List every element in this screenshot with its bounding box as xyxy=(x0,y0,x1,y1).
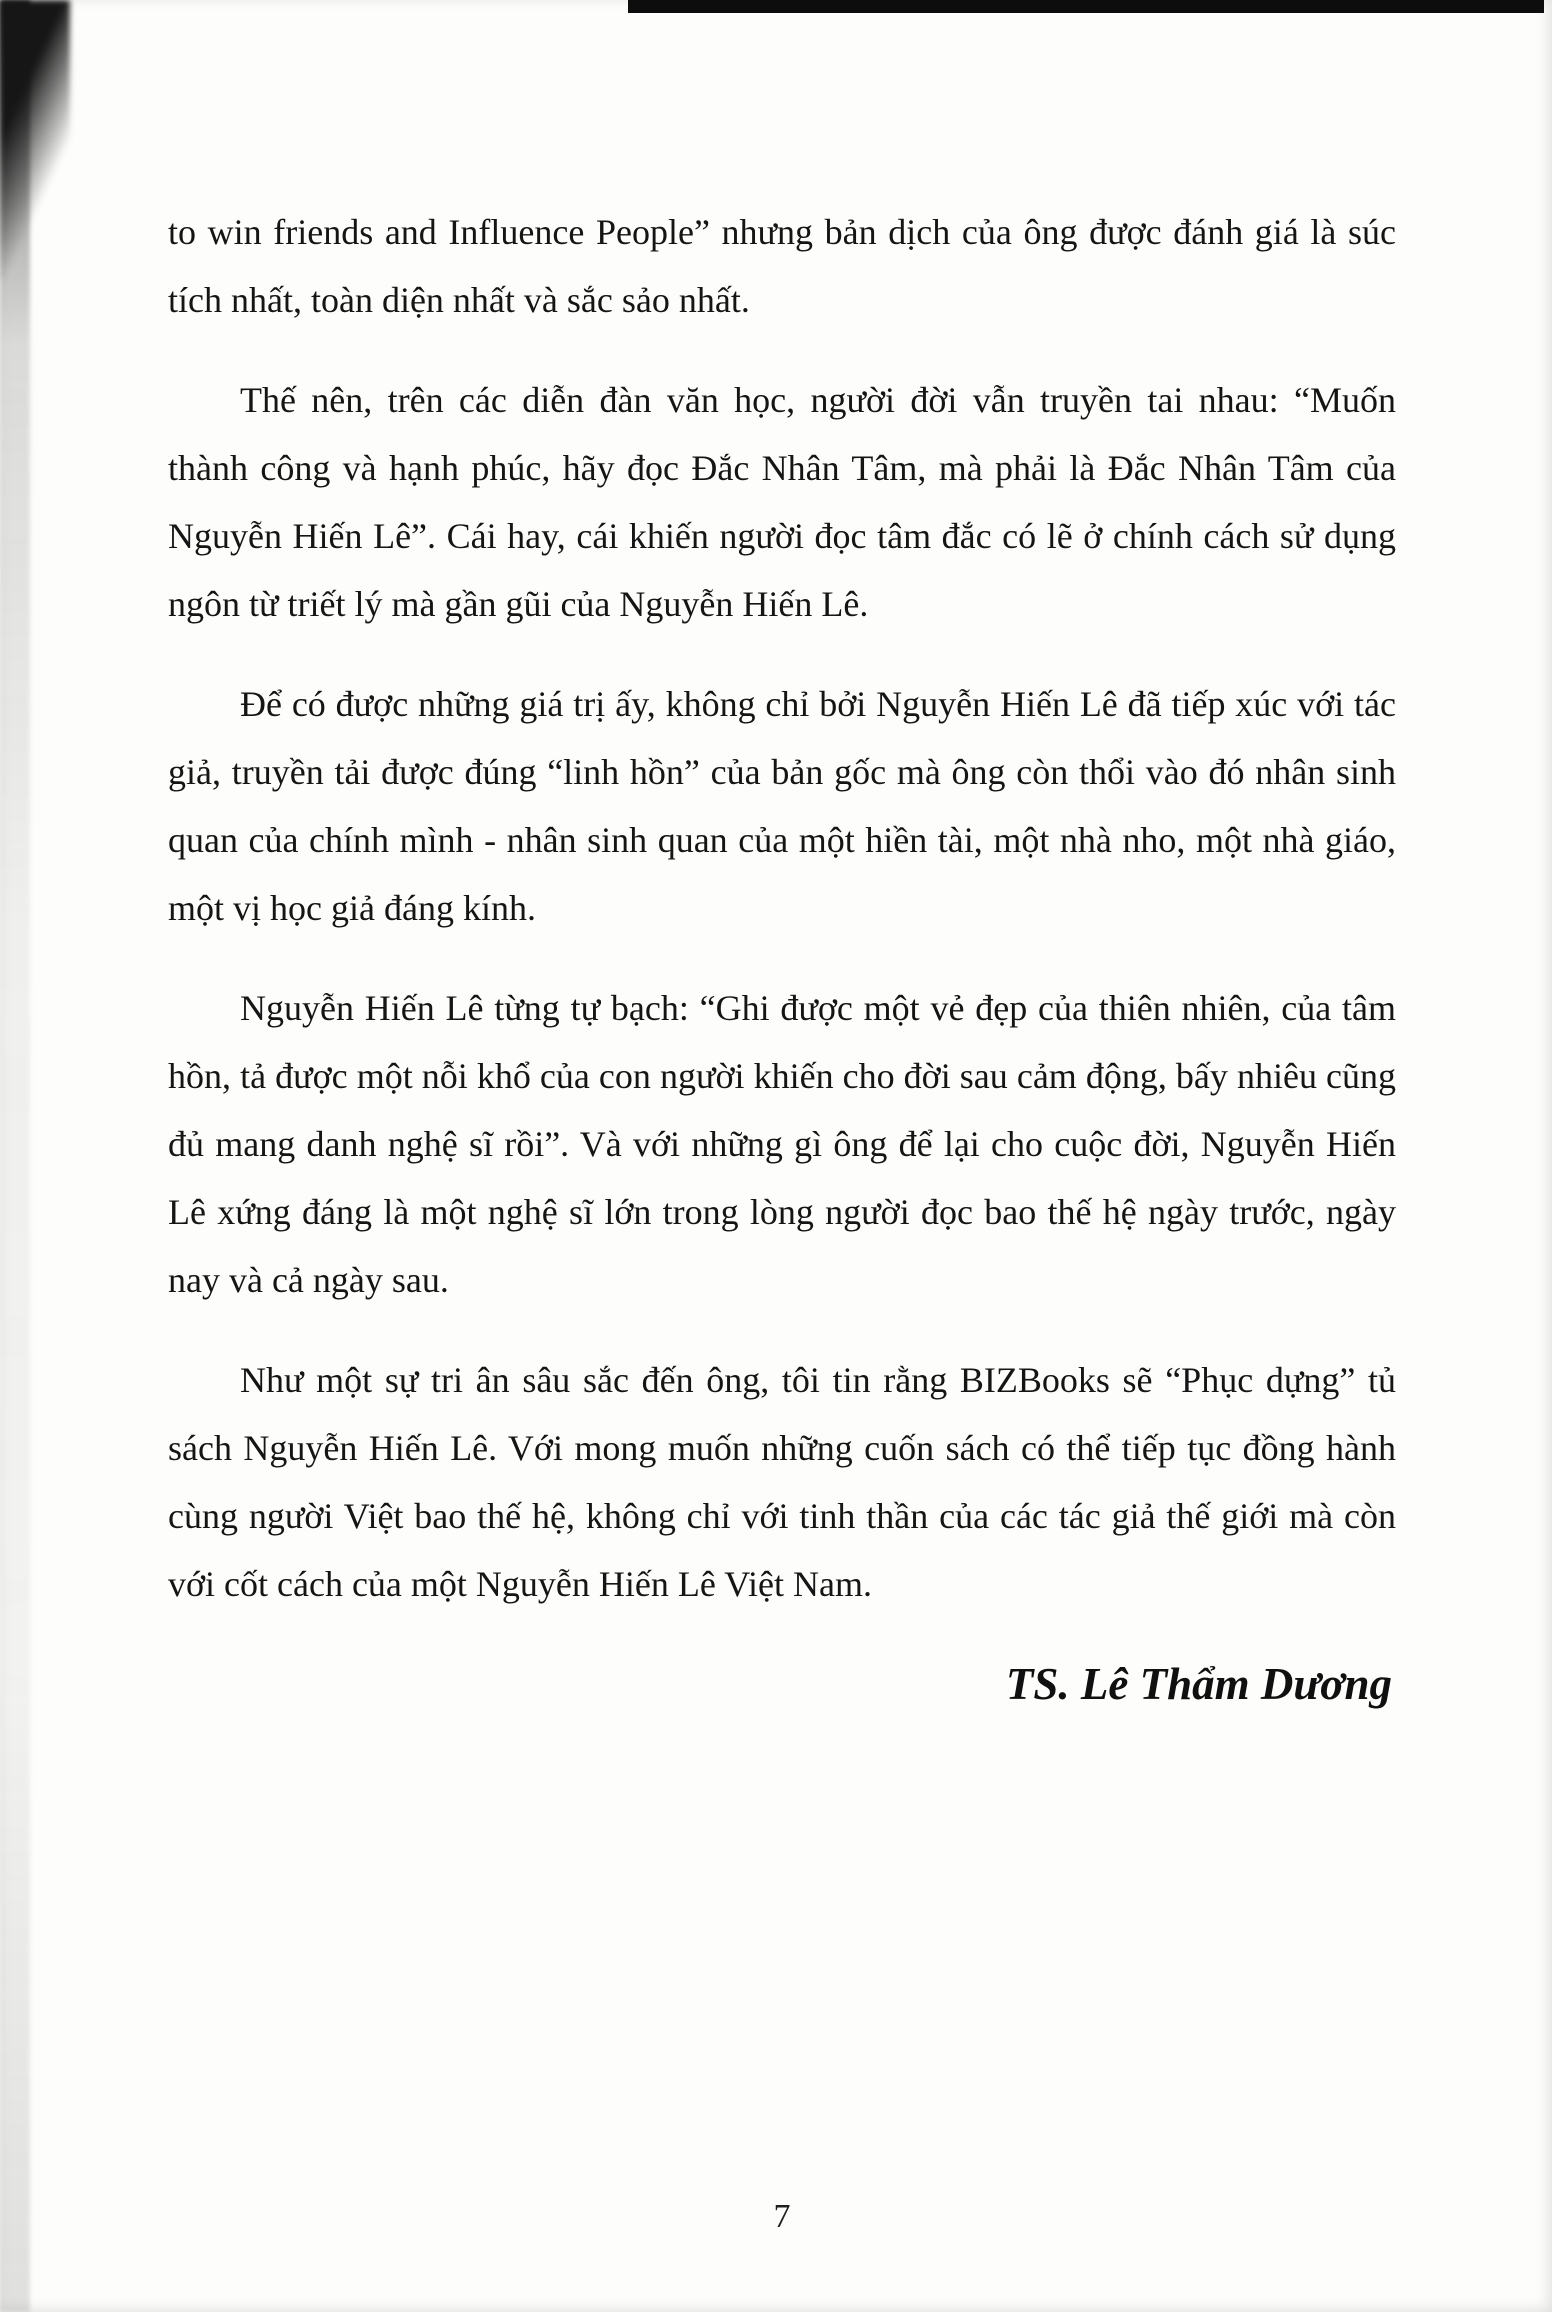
paragraph: Nguyễn Hiến Lê từng tự bạch: “Ghi được một vẻ đẹp của thiên nhiên, của tâm hồn, tả được một nỗi khổ của con người khiến cho đời sau cảm động, bấy nhiêu cũng đủ mang danh nghệ sĩ rồi”. Và với những gì ông để lại cho cuộc đời, Nguyễn Hiến Lê xứng đáng là một nghệ sĩ lớn trong lòng người đọc bao thế hệ ngày trước, ngày nay và cả ngày sau. xyxy=(168,988,1396,1300)
spine-shadow-top xyxy=(0,0,70,280)
paragraph: Như một sự tri ân sâu sắc đến ông, tôi tin rằng BIZBooks sẽ “Phục dựng” tủ sách Nguyễn Hiến Lê. Với mong muốn những cuốn sách có thể tiếp tục đồng hành cùng người Việt bao thế hệ, không chỉ với tinh thần của các tác giả thế giới mà còn với cốt cách của một Nguyễn Hiến Lê Việt Nam. xyxy=(168,1360,1396,1604)
scan-top-bar xyxy=(628,0,1544,13)
page-number: 7 xyxy=(773,2198,791,2235)
spine-shadow xyxy=(0,0,30,2312)
author-signature: TS. Lê Thẩm Dương xyxy=(1005,1659,1392,1709)
paragraph: Để có được những giá trị ấy, không chỉ bởi Nguyễn Hiến Lê đã tiếp xúc với tác giả, truyền tải được đúng “linh hồn” của bản gốc mà ông còn thổi vào đó nhân sinh quan của chính mình - nhân sinh quan của một hiền tài, một nhà nho, một nhà giáo, một vị học giả đáng kính. xyxy=(168,684,1396,928)
body-text xyxy=(168,198,1396,1718)
paragraph: to win friends and Influence People” nhưng bản dịch của ông được đánh giá là súc tích nhất, toàn diện nhất và sắc sảo nhất. xyxy=(168,212,1396,320)
paragraph: Thế nên, trên các diễn đàn văn học, người đời vẫn truyền tai nhau: “Muốn thành công và hạnh phúc, hãy đọc Đắc Nhân Tâm, mà phải là Đắc Nhân Tâm của Nguyễn Hiến Lê”. Cái hay, cái khiến người đọc tâm đắc có lẽ ở chính cách sử dụng ngôn từ triết lý mà gần gũi của Nguyễn Hiến Lê. xyxy=(168,380,1396,624)
